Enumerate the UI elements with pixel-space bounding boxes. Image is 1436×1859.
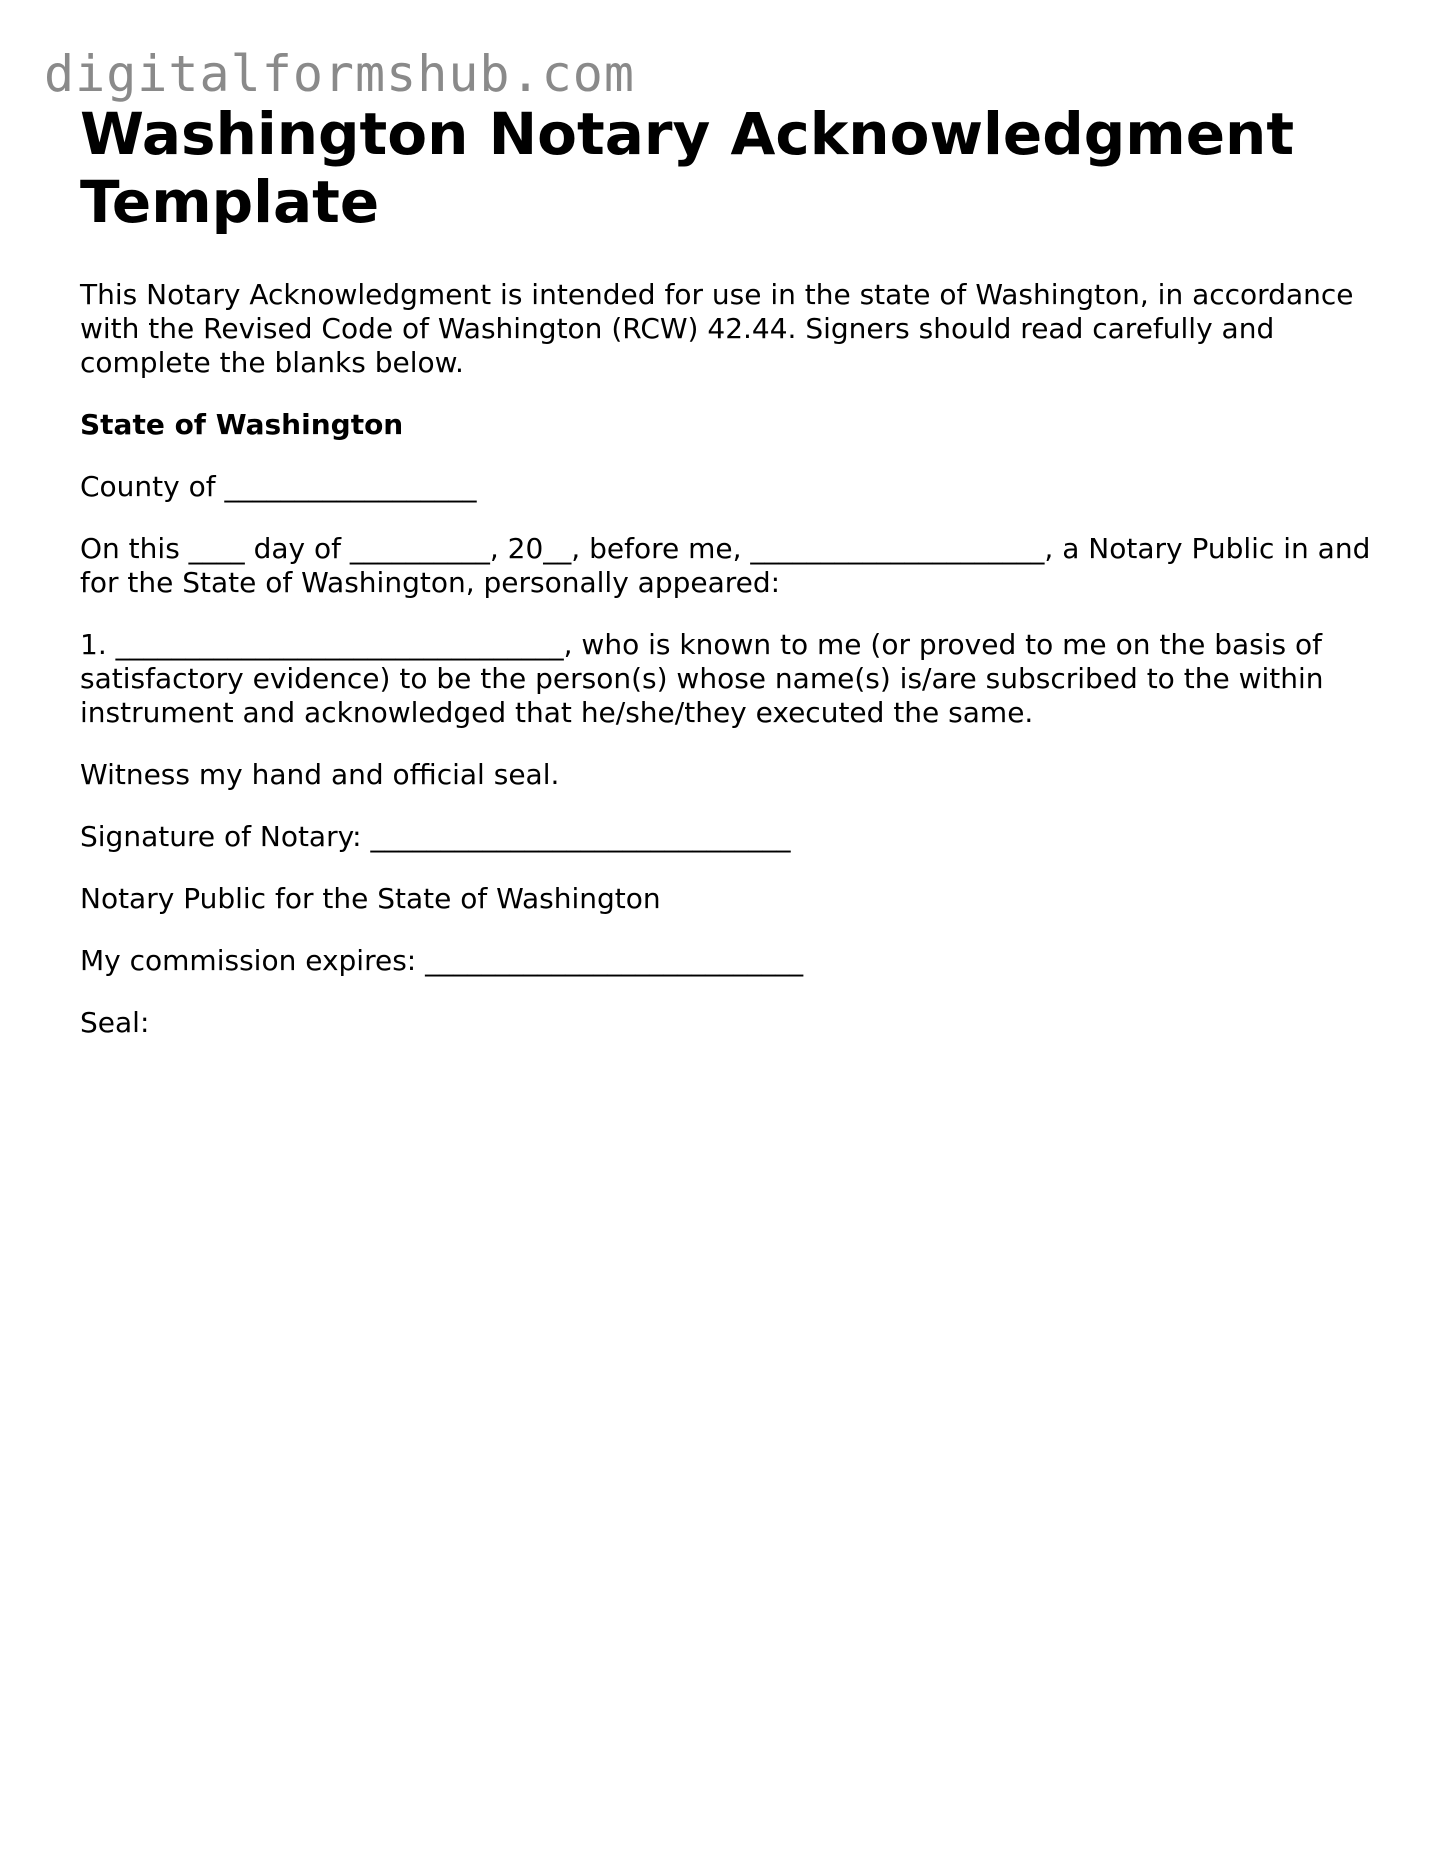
document-title: Washington Notary Acknowledgment Template [80, 100, 1295, 236]
notary-signature-line: Signature of Notary: ______________________________ [80, 820, 791, 853]
state-heading: State of Washington [80, 408, 404, 441]
appearance-paragraph: On this ____ day of __________, 20__, before me, _____________________, a Notary Public in and for the State of Washington, personally appeared: [80, 532, 1371, 599]
county-line: County of __________________ [80, 470, 477, 503]
notary-public-line: Notary Public for the State of Washington [80, 882, 661, 915]
signer-paragraph: 1. ________________________________, who is known to me (or proved to me on the basis of satisfactory evidence) to be the person(s) whose name(s) is/are subscribed to the within instrument and acknowledged that he/she/they executed the same. [80, 628, 1324, 729]
document-body [80, 100, 1380, 1040]
intro-paragraph: This Notary Acknowledgment is intended for use in the state of Washington, in accordance with the Revised Code of Washington (RCW) 42.44. Signers should read carefully and complete the blanks below. [80, 278, 1354, 379]
watermark: digitalformshub.com [44, 45, 635, 103]
commission-expires-line: My commission expires: ___________________________ [80, 944, 804, 977]
witness-line: Witness my hand and official seal. [80, 758, 560, 791]
seal-label: Seal: [80, 1006, 150, 1039]
